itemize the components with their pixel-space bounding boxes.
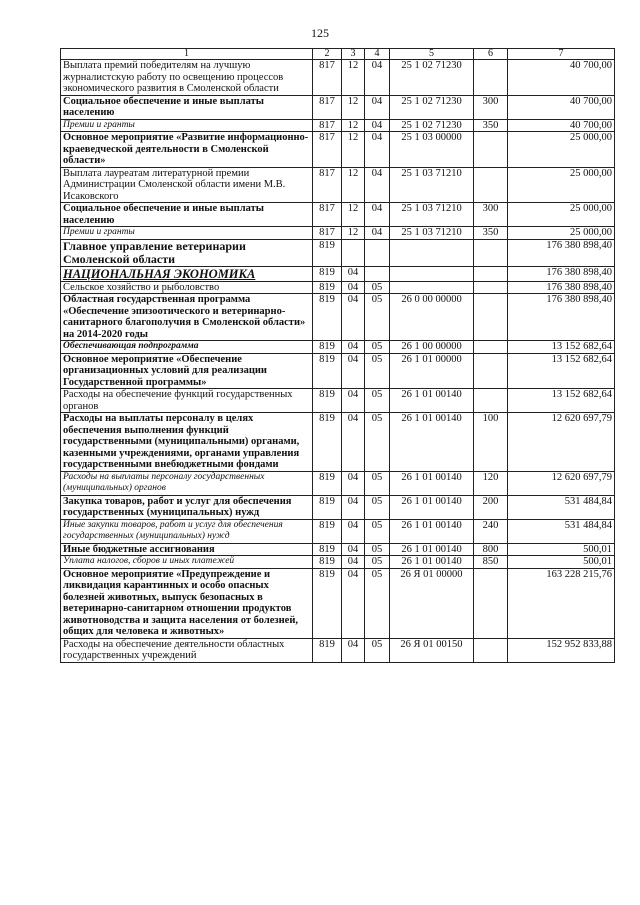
row-vr-code: [474, 281, 508, 294]
table-row: [61, 227, 615, 240]
row-pr-code: 05: [365, 495, 390, 519]
row-name: Выплата лауреатам литературной премии Администрации Смоленской области имени М.В. Исаковского: [61, 167, 313, 203]
row-amount: 40 700,00: [508, 95, 615, 119]
row-gr-code: 819: [313, 239, 342, 266]
row-vr-code: [474, 294, 508, 341]
row-pr-code: 05: [365, 568, 390, 638]
row-vr-code: 200: [474, 495, 508, 519]
row-gr-code: 817: [313, 132, 342, 168]
header-cell: 4: [365, 49, 390, 60]
row-name: Областная государственная программа «Обеспечение эпизоотического и ветеринарно-санитарного благополучия в Смоленской области» на 2014-2020 годы: [61, 294, 313, 341]
table-row: [61, 543, 615, 556]
row-amount: 25 000,00: [508, 203, 615, 227]
row-vr-code: 100: [474, 413, 508, 472]
row-name: Сельское хозяйство и рыболовство: [61, 281, 313, 294]
row-gr-code: 817: [313, 203, 342, 227]
row-pr-code: 05: [365, 543, 390, 556]
row-csr-code: 25 1 03 00000: [390, 132, 474, 168]
row-vr-code: 850: [474, 556, 508, 569]
row-csr-code: 26 1 01 00140: [390, 389, 474, 413]
row-csr-code: 25 1 02 71230: [390, 119, 474, 132]
row-amount: 500,01: [508, 556, 615, 569]
row-csr-code: 26 1 01 00140: [390, 519, 474, 543]
table-row: [61, 167, 615, 203]
table-body: [61, 60, 615, 663]
row-amount: 152 952 833,88: [508, 638, 615, 662]
row-amount: 176 380 898,40: [508, 294, 615, 341]
row-vr-code: [474, 353, 508, 389]
row-name: Расходы на обеспечение деятельности областных государственных учреждений: [61, 638, 313, 662]
row-amount: 25 000,00: [508, 227, 615, 240]
row-rz-code: 04: [342, 389, 365, 413]
row-gr-code: 819: [313, 568, 342, 638]
table-row: [61, 132, 615, 168]
row-vr-code: [474, 239, 508, 266]
row-gr-code: 819: [313, 543, 342, 556]
row-rz-code: 12: [342, 119, 365, 132]
row-amount: 176 380 898,40: [508, 239, 615, 266]
row-name: Основное мероприятие «Предупреждение и ликвидация карантинных и особо опасных болезней животных, выпуск безопасных в ветеринарно-санитарном отношении продуктов животноводства и защита населения от болезней, общих для человека и животных»: [61, 568, 313, 638]
table-row: [61, 281, 615, 294]
row-name: Главное управление ветеринарии Смоленской области: [61, 239, 313, 266]
row-rz-code: [342, 239, 365, 266]
row-amount: 531 484,84: [508, 495, 615, 519]
row-vr-code: 300: [474, 95, 508, 119]
row-amount: 25 000,00: [508, 167, 615, 203]
row-rz-code: 12: [342, 132, 365, 168]
row-csr-code: 26 0 00 00000: [390, 294, 474, 341]
table-row: [61, 568, 615, 638]
row-name: Социальное обеспечение и иные выплаты населению: [61, 95, 313, 119]
row-gr-code: 819: [313, 341, 342, 354]
row-amount: 40 700,00: [508, 60, 615, 96]
row-name: Закупка товаров, работ и услуг для обеспечения государственных (муниципальных) нужд: [61, 495, 313, 519]
header-cell: 7: [508, 49, 615, 60]
row-name: Основное мероприятие «Обеспечение организационных условий для реализации Государственной программы»: [61, 353, 313, 389]
row-csr-code: 26 1 01 00140: [390, 413, 474, 472]
table-row: [61, 95, 615, 119]
row-vr-code: [474, 132, 508, 168]
row-gr-code: 819: [313, 471, 342, 495]
row-csr-code: 26 1 00 00000: [390, 341, 474, 354]
row-name: Расходы на обеспечение функций государственных органов: [61, 389, 313, 413]
row-pr-code: 05: [365, 413, 390, 472]
table-header-row: [61, 49, 615, 60]
row-amount: 12 620 697,79: [508, 413, 615, 472]
row-csr-code: 25 1 03 71210: [390, 203, 474, 227]
row-pr-code: 05: [365, 281, 390, 294]
row-pr-code: 05: [365, 519, 390, 543]
row-vr-code: [474, 389, 508, 413]
row-amount: 500,01: [508, 543, 615, 556]
table-row: [61, 239, 615, 266]
row-amount: 40 700,00: [508, 119, 615, 132]
header-cell: 3: [342, 49, 365, 60]
row-gr-code: 819: [313, 413, 342, 472]
page-number: 125: [311, 26, 329, 40]
row-amount: 13 152 682,64: [508, 341, 615, 354]
header-cell: 1: [61, 49, 313, 60]
row-name: Премии и гранты: [61, 227, 313, 240]
row-pr-code: 04: [365, 60, 390, 96]
table-row: [61, 471, 615, 495]
row-vr-code: [474, 568, 508, 638]
table-row: [61, 556, 615, 569]
row-csr-code: 25 1 03 71210: [390, 227, 474, 240]
row-csr-code: 25 1 03 71210: [390, 167, 474, 203]
row-csr-code: [390, 239, 474, 266]
row-csr-code: 25 1 02 71230: [390, 95, 474, 119]
row-amount: 13 152 682,64: [508, 389, 615, 413]
table-row: [61, 638, 615, 662]
row-vr-code: 300: [474, 203, 508, 227]
row-rz-code: 12: [342, 167, 365, 203]
row-pr-code: 05: [365, 294, 390, 341]
row-gr-code: 819: [313, 556, 342, 569]
row-name: Обеспечивающая подпрограмма: [61, 341, 313, 354]
row-name: НАЦИОНАЛЬНАЯ ЭКОНОМИКА: [61, 266, 313, 281]
row-pr-code: 05: [365, 353, 390, 389]
header-cell: 5: [390, 49, 474, 60]
row-rz-code: 04: [342, 266, 365, 281]
row-rz-code: 04: [342, 353, 365, 389]
row-gr-code: 819: [313, 638, 342, 662]
row-rz-code: 04: [342, 519, 365, 543]
row-pr-code: 04: [365, 167, 390, 203]
row-amount: 176 380 898,40: [508, 281, 615, 294]
row-vr-code: 120: [474, 471, 508, 495]
table-row: [61, 389, 615, 413]
table-row: [61, 266, 615, 281]
row-rz-code: 12: [342, 227, 365, 240]
row-rz-code: 04: [342, 281, 365, 294]
row-vr-code: 350: [474, 119, 508, 132]
row-pr-code: 05: [365, 471, 390, 495]
row-name: Премии и гранты: [61, 119, 313, 132]
row-rz-code: 04: [342, 471, 365, 495]
row-csr-code: 26 1 01 00140: [390, 471, 474, 495]
row-csr-code: 26 Я 01 00150: [390, 638, 474, 662]
row-pr-code: [365, 266, 390, 281]
row-gr-code: 819: [313, 389, 342, 413]
row-amount: 12 620 697,79: [508, 471, 615, 495]
row-amount: 531 484,84: [508, 519, 615, 543]
row-vr-code: [474, 341, 508, 354]
row-csr-code: 26 1 01 00140: [390, 556, 474, 569]
row-vr-code: 240: [474, 519, 508, 543]
row-pr-code: 05: [365, 389, 390, 413]
row-gr-code: 817: [313, 227, 342, 240]
row-name: Расходы на выплаты персоналу в целях обеспечения выполнения функций государственными (муниципальными) органами, казенными учреждениями, органами управления государственными внебюджетными фондами: [61, 413, 313, 472]
row-pr-code: 04: [365, 227, 390, 240]
row-name: Социальное обеспечение и иные выплаты населению: [61, 203, 313, 227]
row-vr-code: [474, 638, 508, 662]
row-rz-code: 04: [342, 638, 365, 662]
table-row: [61, 495, 615, 519]
row-pr-code: [365, 239, 390, 266]
row-csr-code: [390, 266, 474, 281]
row-rz-code: 04: [342, 294, 365, 341]
row-rz-code: 12: [342, 203, 365, 227]
row-gr-code: 819: [313, 281, 342, 294]
row-vr-code: 800: [474, 543, 508, 556]
row-gr-code: 817: [313, 119, 342, 132]
row-vr-code: [474, 266, 508, 281]
row-name: Иные бюджетные ассигнования: [61, 543, 313, 556]
table-row: [61, 519, 615, 543]
row-csr-code: 26 Я 01 00000: [390, 568, 474, 638]
row-gr-code: 819: [313, 519, 342, 543]
row-gr-code: 819: [313, 294, 342, 341]
row-rz-code: 12: [342, 60, 365, 96]
row-pr-code: 05: [365, 341, 390, 354]
row-pr-code: 04: [365, 95, 390, 119]
row-gr-code: 817: [313, 60, 342, 96]
row-gr-code: 819: [313, 353, 342, 389]
table-row: [61, 413, 615, 472]
row-csr-code: [390, 281, 474, 294]
row-gr-code: 819: [313, 495, 342, 519]
row-rz-code: 04: [342, 341, 365, 354]
row-gr-code: 817: [313, 167, 342, 203]
header-cell: 2: [313, 49, 342, 60]
table-row: [61, 119, 615, 132]
table-row: [61, 203, 615, 227]
row-vr-code: [474, 60, 508, 96]
row-rz-code: 12: [342, 95, 365, 119]
table-row: [61, 294, 615, 341]
row-csr-code: 26 1 01 00140: [390, 543, 474, 556]
row-amount: 163 228 215,76: [508, 568, 615, 638]
row-name: Уплата налогов, сборов и иных платежей: [61, 556, 313, 569]
row-pr-code: 04: [365, 119, 390, 132]
table-row: [61, 341, 615, 354]
row-rz-code: 04: [342, 543, 365, 556]
row-name: Выплата премий победителям на лучшую журналистскую работу по освещению процессов экономического развития в Смоленской области: [61, 60, 313, 96]
row-pr-code: 04: [365, 203, 390, 227]
row-amount: 176 380 898,40: [508, 266, 615, 281]
row-rz-code: 04: [342, 413, 365, 472]
row-gr-code: 819: [313, 266, 342, 281]
header-cell: 6: [474, 49, 508, 60]
table-row: [61, 60, 615, 96]
table-row: [61, 353, 615, 389]
row-pr-code: 05: [365, 556, 390, 569]
row-name: Расходы на выплаты персоналу государственных (муниципальных) органов: [61, 471, 313, 495]
row-rz-code: 04: [342, 556, 365, 569]
row-pr-code: 05: [365, 638, 390, 662]
budget-table: [60, 48, 615, 663]
row-name: Основное мероприятие «Развитие информационно-краеведческой деятельности в Смоленской области»: [61, 132, 313, 168]
row-csr-code: 25 1 02 71230: [390, 60, 474, 96]
row-amount: 25 000,00: [508, 132, 615, 168]
row-csr-code: 26 1 01 00000: [390, 353, 474, 389]
row-rz-code: 04: [342, 495, 365, 519]
row-vr-code: [474, 167, 508, 203]
row-pr-code: 04: [365, 132, 390, 168]
row-csr-code: 26 1 01 00140: [390, 495, 474, 519]
row-rz-code: 04: [342, 568, 365, 638]
row-vr-code: 350: [474, 227, 508, 240]
row-amount: 13 152 682,64: [508, 353, 615, 389]
row-gr-code: 817: [313, 95, 342, 119]
row-name: Иные закупки товаров, работ и услуг для обеспечения государственных (муниципальных) нужд: [61, 519, 313, 543]
